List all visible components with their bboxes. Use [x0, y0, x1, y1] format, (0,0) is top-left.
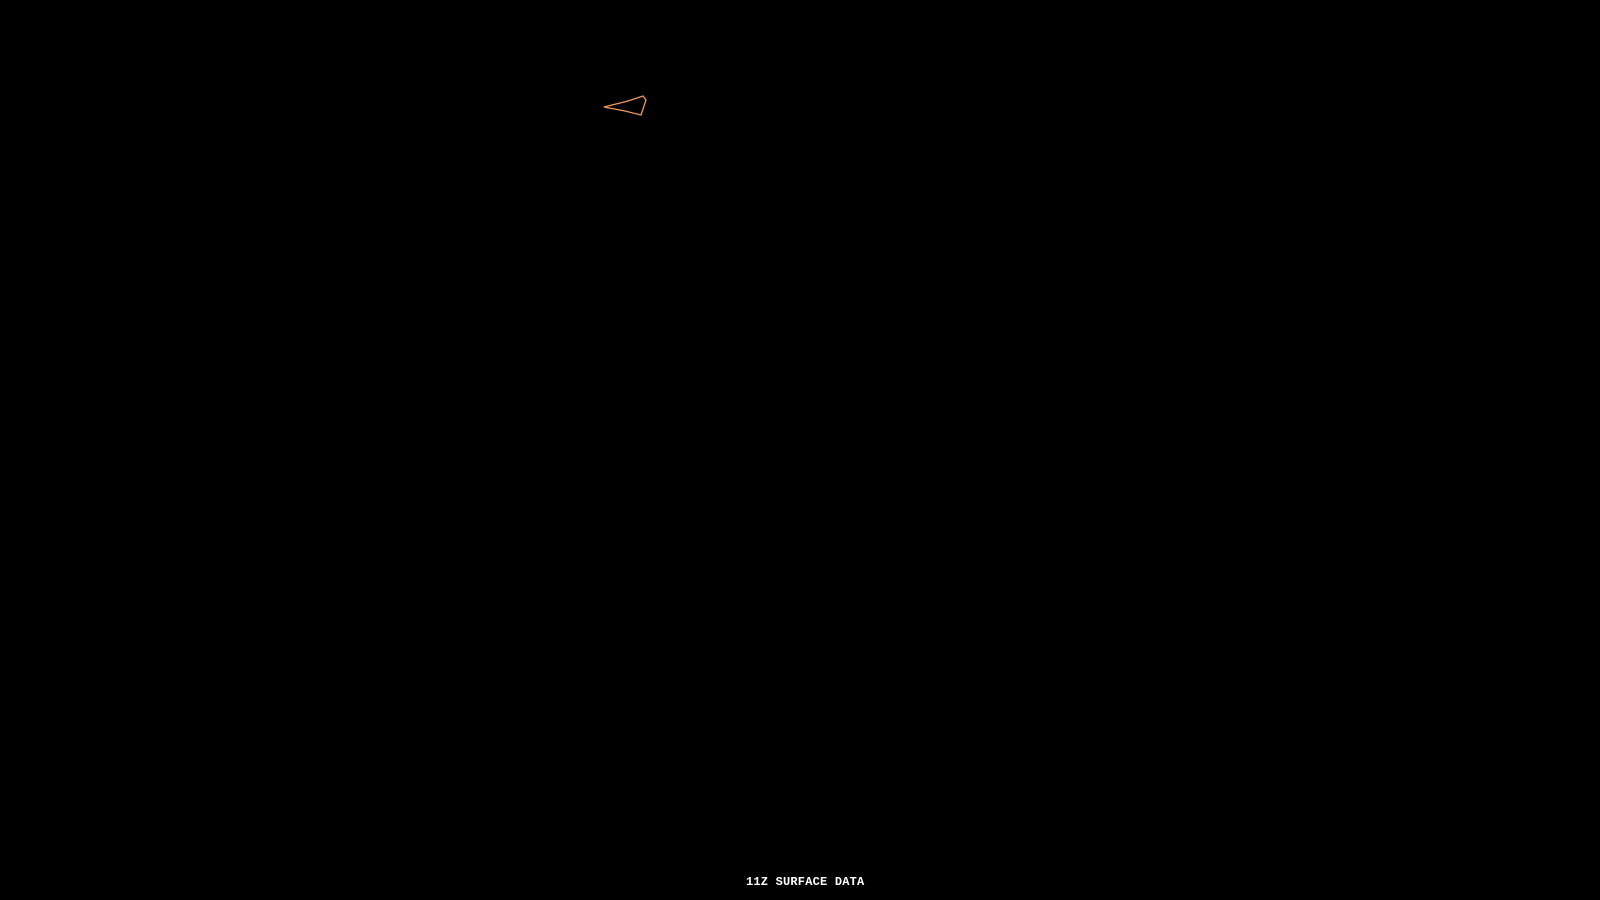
map-region-outline: [604, 96, 646, 115]
data-time-label: 11Z SURFACE DATA: [746, 875, 865, 889]
